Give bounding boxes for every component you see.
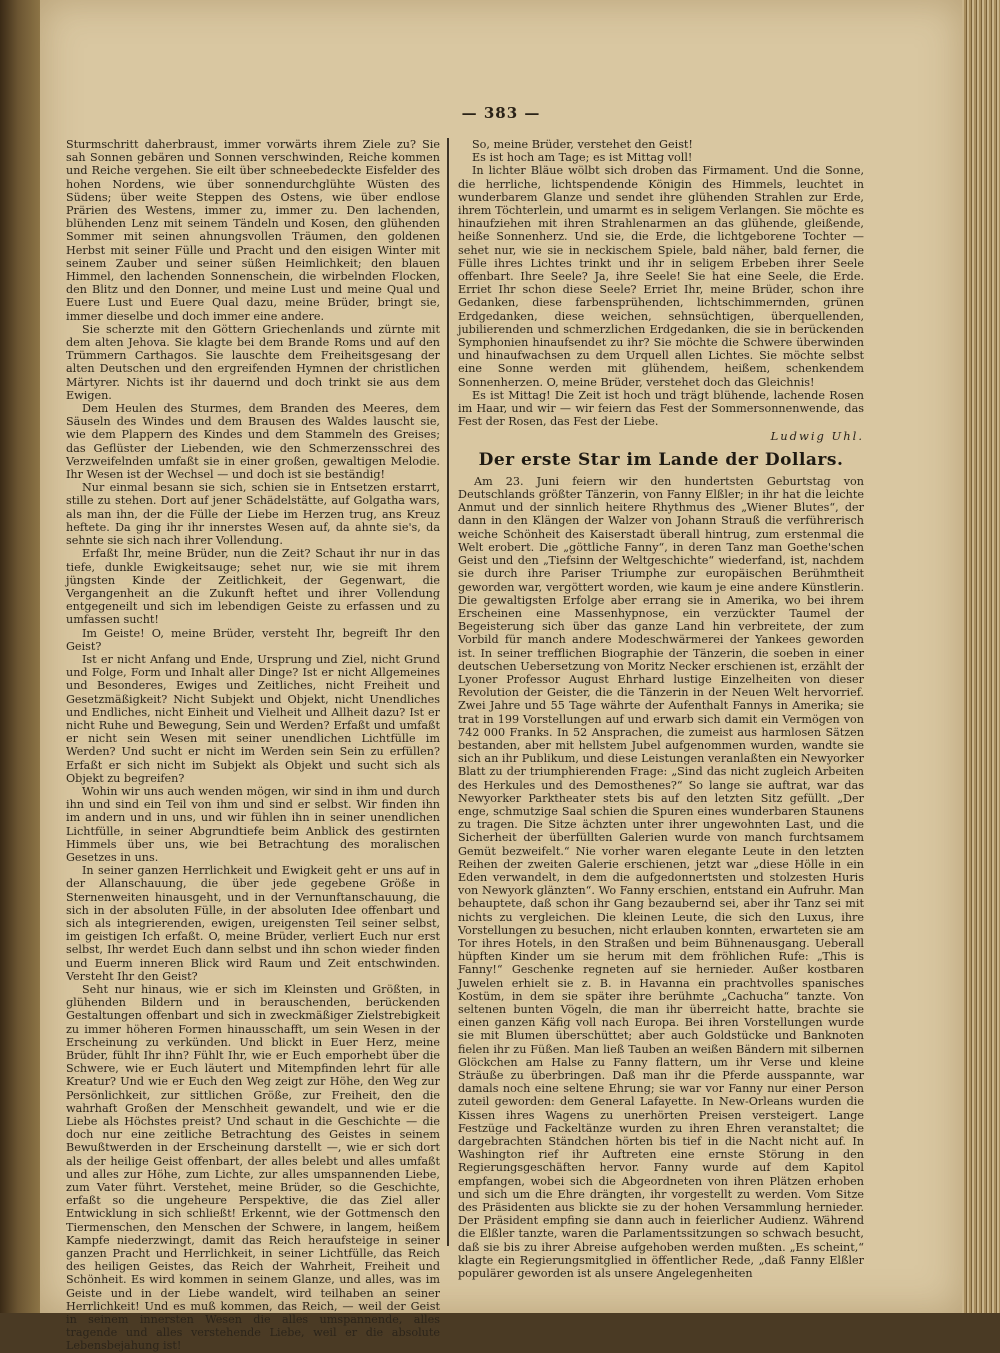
- paragraph: So, meine Brüder, verstehet den Geist!: [472, 138, 693, 151]
- paragraph: In lichter Bläue wölbt sich droben das Firmament. Und die Sonne, die herrliche, lichtspendende Königin des Himmels, leuchtet in wunderbarem Glanze und sendet ihre glühenden Strahlen zur Erde, ihrem Töchterlein, und umarmt es in seligem Verlangen. Sie möchte es hinaufziehen mit ihren Strahlenarmen an das glühende, gleißende, heiße Sonnenherz. Und sie, die Erde, die lichtgeborene Tochter — sehet nur, wie sie in neckischem Spiele, bald näher, bald ferner, die Fülle ihres Lichtes trinkt und ihr in seligem Erbeben ihrer Seele offenbart. Ihre Seele? Ja, ihre Seele! Sie hat eine Seele, die Erde. Erriet Ihr schon diese Seele? Erriet Ihr, meine Brüder, schon ihre Gedanken, diese farbensprühenden, lichtschimmernden, grünen Erdgedanken, diese weichen, sehnsüchtigen, überquellenden, jubilierenden und schmerzlichen Erdgedanken, die sie in berückenden Symphonien hinaufsendet zu ihr? Sie möchte die Schwere überwinden und hinaufwachsen zu dem Urquell allen Lichtes. Sie möchte selbst eine Sonne werden mit glühendem, heißem, schenkendem Sonnenherzen. O, meine Brüder, verstehet doch das Gleichnis!: [458, 164, 864, 389]
- paragraph: Dem Heulen des Sturmes, dem Branden des Meeres, dem Säuseln des Windes und dem Brausen des Waldes lauscht sie, wie dem Plappern des Kindes und dem Stammeln des Greises; das Geflüster der Liebenden, wie den Schmerzensschrei des Verzweifelnden umfaßt sie in einer großen, gewaltigen Melodie. Ihr Wesen ist der Wechsel — und doch ist sie beständig!: [66, 402, 440, 482]
- paragraph: Nur einmal besann sie sich, schien sie in Entsetzen erstarrt, stille zu stehen. Dort auf jener Schädelstätte, auf Golgatha wars, als man ihn, der die Fülle der Liebe im Herzen trug, ans Kreuz heftete. Da ging ihr ihr innerstes Wesen auf, da ahnte sie's, da sehnte sie sich nach ihrer Vollendung.: [66, 481, 440, 548]
- book-binding: [0, 0, 40, 1313]
- paragraph: Sie scherzte mit den Göttern Griechenlands und zürnte mit dem alten Jehova. Sie klagte bei dem Brande Roms und auf den Trümmern Carthagos. Sie lauschte dem Freiheitsgesang der alten Deutschen und den ergreifenden Hymnen der christlichen Märtyrer. Nichts ist ihr dauernd und doch trinkt sie aus dem Ewigen.: [66, 322, 440, 402]
- page-number: — 383 —: [461, 104, 541, 122]
- paragraph: Erfaßt Ihr, meine Brüder, nun die Zeit? Schaut ihr nur in das tiefe, dunkle Ewigkeitsauge; sehet nur, wie sie mit ihrem jüngsten Kinde der Zeitlichkeit, der Gegenwart, die Vergangenheit an die Zukunft heftet und ihrer Vollendung entgegeneilt und sich im lebendigen Geiste zu erfassen und zu umfassen sucht!: [66, 547, 440, 627]
- paragraph: Am 23. Juni feiern wir den hundertsten Geburtstag von Deutschlands größter Tänzerin, von Fanny Elßler; in ihr hat die leichte Anmut und der sinnlich heitere Rhythmus des „Wiener Blutes“, der dann in den Klängen der Walzer von Johann Strauß die verführerisch weiche Schönheit des Kaiserstadt überall hintrug, zum erstenmal die Welt erobert. Die „göttliche Fanny“, in deren Tanz man Goethe'schen Geist und den „Tiefsinn der Weltgeschichte“ wiederfand, ist, nachdem sie durch ihre Pariser Triumphe zur europäischen Berühmtheit geworden war, vergöttert worden, wie kaum je eine andere Künstlerin. Die gewaltigsten Erfolge aber errang sie in Amerika, wo bei ihrem Erscheinen eine Massenhypnose, ein verzückter Taumel der Begeisterung sich über das ganze Land hin verbreitete, der zum Vorbild für manch andere Modeschwärmerei der Yankees geworden ist. In seiner trefflichen Biographie der Tänzerin, die soeben in einer deutschen Uebersetzung von Moritz Necker erschienen ist, erzählt der Lyoner Professor August Ehrhard lustige Einzelheiten von dieser Revolution der Geister, die die Tänzerin in der Neuen Welt hervorrief. Zwei Jahre und 55 Tage währte der Aufenthalt Fannys in Amerika; sie trat in 199 Vorstellungen auf und erwarb sich damit ein Vermögen von 742 000 Franks. In 52 Ansprachen, die zumeist aus harmlosen Sätzen bestanden, aber mit hellstem Jubel aufgenommen wurden, wandte sie sich an ihr Publikum, und diese Leistungen veranlaßten ein Newyorker Blatt zu der triumphierenden Frage: „Sind das nicht zugleich Arbeiten des Herkules und des Demosthenes?“ So lange sie auftrat, war das Newyorker Parktheater stets bis auf den letzten Sitz gefüllt. „Der enge, schmutzige Saal schien die Spuren eines wunderbaren Staunens zu tragen. Die Sitze ächzten unter ihrer ungewohnten Last, und die Sicherheit der überfüllten Galerien wurde von manch furchtsamem Gemüt bezweifelt.“ Nie vorher waren elegante Leute in den letzten Reihen der zweiten Galerie erschienen, jetzt war „diese Hölle in ein Eden verwandelt, in dem die aufgedonnertsten und stolzesten Huris von Newyork glänzten“. Wo Fanny erschien, entstand ein Aufruhr. Man behauptete, daß schon ihr Gang bezaubernd sei, aber ihr Tanz sei mit nichts zu vergleichen. Die kleinen Leute, die sich den Luxus, ihre Vorstellungen zu besuchen, nicht erlauben konnten, erwarteten sie am Tor ihres Hotels, in den Straßen und beim Bühnenausgang. Ueberall hüpften Kinder um sie herum mit dem fröhlichen Rufe: „This is Fanny!“ Geschenke regneten auf sie hernieder. Außer kostbaren Juwelen erhielt sie z. B. in Havanna ein prachtvolles spanisches Kostüm, in dem sie später ihre berühmte „Cachucha“ tanzte. Von seltenen bunten Vögeln, die man ihr überreicht hatte, brachte sie einen ganzen Käfig voll nach Europa. Bei ihren Vorstellungen wurde sie mit Blumen überschüttet; aber auch Goldstücke und Banknoten fielen ihr zu Füßen. Man ließ Tauben an weißen Bändern mit silbernen Glöckchen am Halse zu Fanny flattern, um ihr Verse und kleine Sträuße zu überbringen. Daß man ihr die Pferde ausspannte, war damals noch eine seltene Ehrung; sie war vor Fanny nur einer Person zuteil geworden: dem General Lafayette. In New-Orleans wurden die Kissen ihres Wagens zu unerhörten Preisen versteigert. Lange Festzüge und Fackeltänze wurden zu ihren Ehren veranstaltet; die dargebrachten Ständchen hörten bis tief in die Nacht nicht auf. In Washington rief ihr Auftreten eine ernste Störung in den Regierungsgeschäften hervor. Fanny wurde auf dem Kapitol empfangen, wobei sich die Abgeordneten von ihren Plätzen erhoben und sich um die Ehre drängten, ihr vorgestellt zu werden. Vom Sitze des Präsidenten aus blickte sie zu der hohen Versammlung hernieder. Der Präsident empfing sie dann auch in feierlicher Audienz. Während die Elßler tanzte, waren die Parlamentssitzungen so schwach besucht, daß sie bis zu ihrer Abreise aufgehoben werden mußten. „Es scheint,“ klagte ein Regierungsmitglied in öffentlicher Rede, „daß Fanny Elßler populärer geworden ist als unsere Angelegenheiten: [458, 474, 864, 1281]
- paragraph: Wohin wir uns auch wenden mögen, wir sind in ihm und durch ihn und sind ein Teil von ihm und sind er selbst. Wir finden ihn im andern und in uns, und wir fühlen ihn in seiner unendlichen Lichtfülle, in seiner Abgrundtiefe beim Anblick des gestirnten Himmels über uns, wie bei Betrachtung des moralischen Gesetzes in uns.: [66, 784, 440, 864]
- paragraph: Es ist hoch am Tage; es ist Mittag voll!: [472, 151, 693, 165]
- left-column: [66, 138, 440, 1353]
- article-heading: Der erste Star im Lande der Dollars.: [478, 449, 844, 470]
- paragraph: Ist er nicht Anfang und Ende, Ursprung und Ziel, nicht Grund und Folge, Form und Inhalt aller Dinge? Ist er nicht Allgemeines und Besonderes, Ewiges und Zeitliches, nicht Freiheit und Gesetzmäßigkeit? Nicht Subjekt und Objekt, nicht Unendliches und Endliches, nicht Einheit und Vielheit und Allheit dazu? Ist er nicht Ruhe und Bewegung, Sein und Werden? Erfaßt und umfaßt er nicht sein Wesen mit seiner unendlichen Lichtfülle im Werden? Und sucht er nicht im Werden sein Sein zu erfüllen? Erfaßt er sich nicht im Subjekt als Objekt und sucht sich als Objekt zu begreifen?: [66, 652, 440, 785]
- essay-ending: [458, 138, 864, 428]
- page-edges: [962, 0, 1000, 1313]
- paragraph: Es ist Mittag! Die Zeit ist hoch und trägt blühende, lachende Rosen im Haar, und wir — wir feiern das Fest der Sommersonnenwende, das Fest der Rosen, das Fest der Liebe.: [458, 388, 864, 429]
- paragraph: Sturmschritt daherbraust, immer vorwärts ihrem Ziele zu? Sie sah Sonnen gebären und Sonnen verschwinden, Reiche kommen und Reiche vergehen. Sie eilt über schneebedeckte Eisfelder des hohen Nordens, wie über sonnendurchglühte Wüsten des Südens; über weite Steppen des Ostens, wie über endlose Prärien des Westens, immer zu, immer zu. Den lachenden, blühenden Lenz mit seinem Tändeln und Kosen, den glühenden Sommer mit seinen ahnungsvollen Träumen, den goldenen Herbst mit seiner Fülle und Pracht und den eisigen Winter mit seinem Zauber und seiner süßen Heimlichkeit; den blauen Himmel, den lachenden Sonnenschein, die wirbelnden Flocken, den Blitz und den Donner, und meine Lust und meine Qual und Euere Lust und Euere Qual dazu, meine Brüder, bringt sie, immer dieselbe und doch immer eine andere.: [66, 138, 440, 323]
- right-column: [458, 138, 864, 1281]
- column-divider: [447, 138, 449, 1246]
- paragraph: Seht nur hinaus, wie er sich im Kleinsten und Größten, in glühenden Bildern und in berauschenden, berückenden Gestaltungen offenbart und sich in zweckmäßiger Zielstrebigkeit zu immer höheren Formen hinausschafft, um sein Wesen in der Erscheinung zu verkünden. Und blickt in Euer Herz, meine Brüder, fühlt Ihr ihn? Fühlt Ihr, wie er Euch emporhebt über die Schwere, wie er Euch läutert und Mitempfinden lehrt für alle Kreatur? Und wie er Euch den Weg zeigt zur Höhe, den Weg zur Persönlichkeit, zur sittlichen Größe, zur Freiheit, den die wahrhaft Großen der Menschheit gewandelt, und wie er die Liebe als Höchstes preist? Und schaut in die Geschichte — die doch nur eine zeitliche Betrachtung des Geistes in seinem Bewußtwerden in der Erscheinung darstellt —, wie er sich dort als der heilige Geist offenbart, der alles belebt und alles umfaßt und alles zur Höhe, zum Lichte, zur alles umspannenden Liebe, zum Vater führt. Verstehet, meine Brüder, so die Geschichte, erfaßt so die ungeheure Perspektive, die das Ziel aller Entwicklung in sich schließt! Erkennt, wie der Gottmensch den Tiermenschen, den Menschen der Schwere, in langem, heißem Kampfe niederzwingt, damit das Reich heraufsteige in seiner ganzen Pracht und Herrlichkeit, in seiner Lichtfülle, das Reich des heiligen Geistes, das Reich der Wahrheit, Freiheit und Schönheit. Es wird kommen in seinem Glanze, und alles, was im Geiste und in der Liebe wandelt, wird teilhaben an seiner Herrlichkeit! Und es muß kommen, das Reich, — weil der Geist in seinem innersten Wesen die alles umspannende, alles tragende und alles verstehende Liebe, weil er die absolute Lebensbejahung ist!: [66, 983, 440, 1353]
- paragraph: Im Geiste! O, meine Brüder, versteht Ihr, begreift Ihr den Geist?: [66, 626, 440, 653]
- paragraph: In seiner ganzen Herrlichkeit und Ewigkeit geht er uns auf in der Allanschauung, die über jede gegebene Größe in Sternenweiten hinausgeht, und in der Vernunftanschauung, die sich in der absoluten Fülle, in der absoluten Idee offenbart und sich als integrierenden, ewigen, ureigensten Teil seiner selbst, im geistigen Ich erfaßt. O, meine Brüder, verliert Euch nur erst selbst, Ihr werdet Euch dann selbst und ihn schon wieder finden und Euerm inneren Blick wird Raum und Zeit entschwinden. Versteht Ihr den Geist?: [66, 864, 440, 983]
- author-signature: Ludwig Uhl.: [770, 429, 864, 444]
